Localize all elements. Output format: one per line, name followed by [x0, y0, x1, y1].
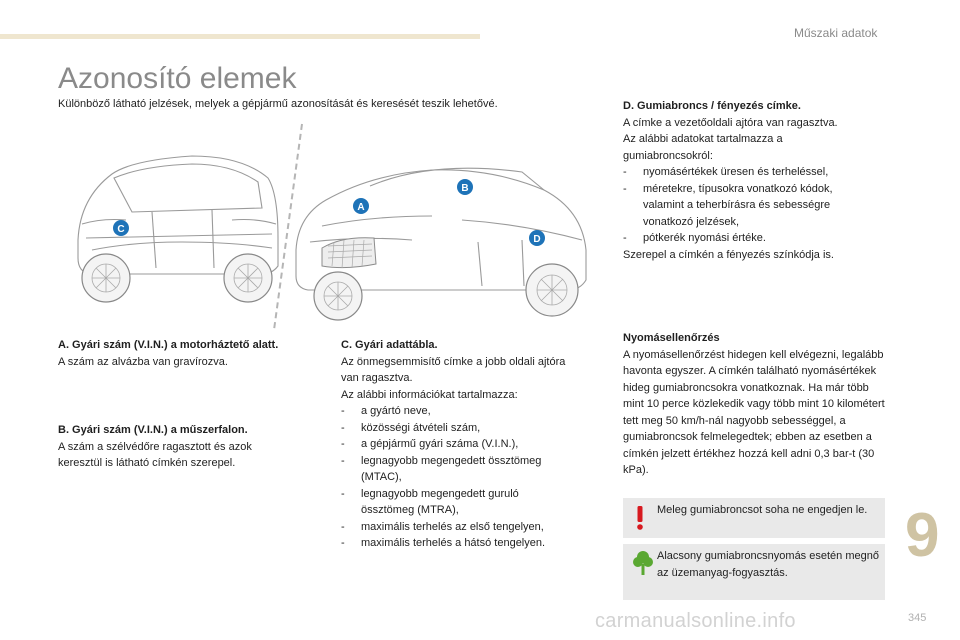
marker-b-icon — [457, 179, 473, 195]
marker-a-icon — [353, 198, 369, 214]
list-item: - pótkerék nyomási értéke. — [623, 230, 888, 247]
list-item: - nyomásértékek üresen és terheléssel, — [623, 164, 888, 181]
tree-icon — [633, 550, 653, 576]
warning-note-text: Meleg gumiabroncsot soha ne engedjen le. — [657, 504, 868, 516]
section-title: Műszaki adatok — [794, 26, 878, 40]
section-c-text-3: Az alábbi információkat tartalmazza: — [341, 388, 518, 401]
section-d-text-3: Szerepel a címkén a fényezés színkódja is. — [623, 248, 834, 261]
pressure-section — [623, 330, 888, 479]
chapter-number: 9 — [905, 501, 940, 570]
section-c-text-1: Az önmegsemmisítő címke a jobb oldali ajtóra — [341, 355, 566, 368]
section-c-text-2: van ragasztva. — [341, 372, 413, 384]
section-d-text-1: A címke a vezetőoldali ajtóra van ragasztva. — [623, 116, 838, 129]
marker-d-label: D — [533, 234, 541, 245]
section-b-heading: B. Gyári szám (V.I.N.) a műszerfalon. — [58, 424, 248, 436]
list-item: - méretekre, típusokra vonatkozó kódok, valamint a teherbírásra és sebességre vonatkozó jelzések, — [623, 181, 873, 231]
section-b — [58, 422, 318, 472]
marker-a-label: A — [357, 202, 365, 213]
list-item: - legnagyobb megengedett guruló össztömeg (MTRA), — [341, 486, 571, 519]
watermark: carmanualsonline.info — [595, 610, 796, 632]
car-rear-illustration — [72, 138, 284, 318]
page-number: 345 — [908, 612, 927, 624]
section-d — [623, 98, 888, 263]
list-item: - maximális terhelés a hátsó tengelyen. — [341, 535, 611, 552]
page-title: Azonosító elemek — [58, 62, 297, 95]
section-a — [58, 337, 318, 370]
section-c-heading: C. Gyári adattábla. — [341, 339, 438, 351]
list-item: - közösségi átvételi szám, — [341, 420, 611, 437]
marker-c-label: C — [117, 224, 125, 235]
list-item: - a gépjármű gyári száma (V.I.N.), — [341, 436, 611, 453]
list-item: - a gyártó neve, — [341, 403, 611, 420]
section-d-text-2: Az alábbi adatokat tartalmazza a gumiabroncsokról: — [623, 133, 783, 162]
list-item: - maximális terhelés az első tengelyen, — [341, 519, 611, 536]
intro-text: Különböző látható jelzések, melyek a gépjármű azonosítását és keresését teszik lehetővé. — [58, 98, 498, 110]
warning-note — [623, 498, 885, 538]
marker-c-icon — [113, 220, 129, 236]
section-a-text: A szám az alvázba van gravírozva. — [58, 355, 228, 368]
pressure-heading: Nyomásellenőrzés — [623, 332, 720, 344]
header-accent-bar — [0, 34, 480, 39]
eco-note — [623, 544, 885, 600]
list-item: - legnagyobb megengedett össztömeg (MTAC), — [341, 453, 571, 486]
car-front-illustration — [282, 130, 594, 330]
section-b-text-2: keresztül is látható címkén szerepel. — [58, 457, 236, 469]
section-a-heading: A. Gyári szám (V.I.N.) a motorháztető alatt. — [58, 339, 279, 351]
marker-d-icon — [529, 230, 545, 246]
marker-b-label: B — [461, 183, 469, 194]
section-b-text-1: A szám a szélvédőre ragasztott és azok — [58, 440, 252, 453]
eco-note-text: Alacsony gumiabroncsnyomás esetén megnő az üzemanyag-fogyasztás. — [657, 550, 879, 579]
pressure-text: A nyomásellenőrzést hidegen kell elvégezni, legalább havonta egyszer. A címkén található nyomásértékek hideg gumiabroncsokra vonatkoznak. Ha már több mint 10 perce közlekedik vagy több mint 10 kilométert tett meg 50 km/h-nál nagyobb sebességgel, a gumiabroncsok felmelegedtek; ebben az esetben a címkén jelzett értékhez hozzá kell adni 0,3 bar-t (30 kPa). — [623, 348, 885, 476]
section-c — [341, 337, 611, 552]
section-d-heading: D. Gumiabroncs / fényezés címke. — [623, 100, 801, 112]
exclamation-icon — [633, 504, 647, 532]
